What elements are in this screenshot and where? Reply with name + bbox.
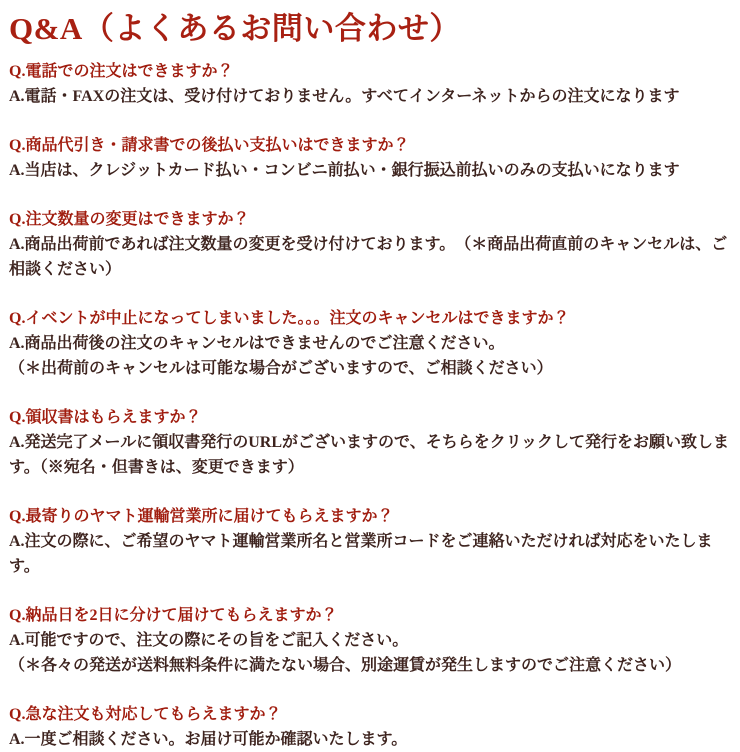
qa-block-phone-order	[9, 59, 730, 109]
question-text: Q.急な注文も対応してもらえますか？	[9, 706, 282, 723]
question-text: Q.領収書はもらえますか？	[9, 409, 202, 426]
answer-text: A.発送完了メールに領収書発行のURLがございますので、そちらをクリックして発行をお願い致します。（※宛名・但書きは、変更できます）	[9, 434, 730, 476]
answer-text: A.商品出荷前であれば注文数量の変更を受け付けております。 （＊商品出荷直前のキャンセルは、ご相談ください）	[9, 236, 728, 278]
question-text: Q.納品日を2日に分けて届けてもらえますか？	[9, 607, 338, 624]
page-title: Q&A（よくあるお問い合わせ）	[9, 11, 461, 46]
answer-text: A.当店は、クレジットカード払い・コンビニ前払い・銀行振込前払いのみの支払いになります	[9, 162, 680, 179]
qa-block-payment-methods	[9, 133, 730, 183]
qa-block-receipt	[9, 405, 730, 480]
qa-block-cancel-order	[9, 306, 730, 381]
answer-text: A.商品出荷後の注文のキャンセルはできませんのでご注意ください。	[9, 335, 505, 352]
answer-text: A.一度ご相談ください。お届け可能か確認いたします。	[9, 731, 408, 748]
question-text: Q.最寄りのヤマト運輸営業所に届けてもらえますか？	[9, 508, 394, 525]
question-text: Q.イベントが中止になってしまいました。。。注文のキャンセルはできますか？	[9, 310, 570, 327]
answer-note-text: （＊出荷前のキャンセルは可能な場合がございますので、ご相談ください）	[9, 360, 553, 377]
answer-note-text: （＊各々の発送が送料無料条件に満たない場合、別途運賃が発生しますのでご注意ください）	[9, 657, 682, 674]
qa-block-yamato-office-delivery	[9, 504, 730, 579]
question-text: Q.商品代引き・請求書での後払い支払いはできますか？	[9, 137, 410, 154]
qa-block-urgent-order	[9, 702, 730, 752]
question-text: Q.注文数量の変更はできますか？	[9, 211, 250, 228]
answer-text: A.電話・FAXの注文は、受け付けておりません。すべてインターネットからの注文になります	[9, 88, 680, 105]
answer-text: A.可能ですので、注文の際にその旨をご記入ください。	[9, 632, 409, 649]
answer-text: A.注文の際に、ご希望のヤマト運輸営業所名と営業所コードをご連絡いただければ対応をいたします。	[9, 533, 713, 575]
qa-block-split-delivery	[9, 603, 730, 678]
question-text: Q.電話での注文はできますか？	[9, 63, 234, 80]
qa-block-change-quantity	[9, 207, 730, 282]
